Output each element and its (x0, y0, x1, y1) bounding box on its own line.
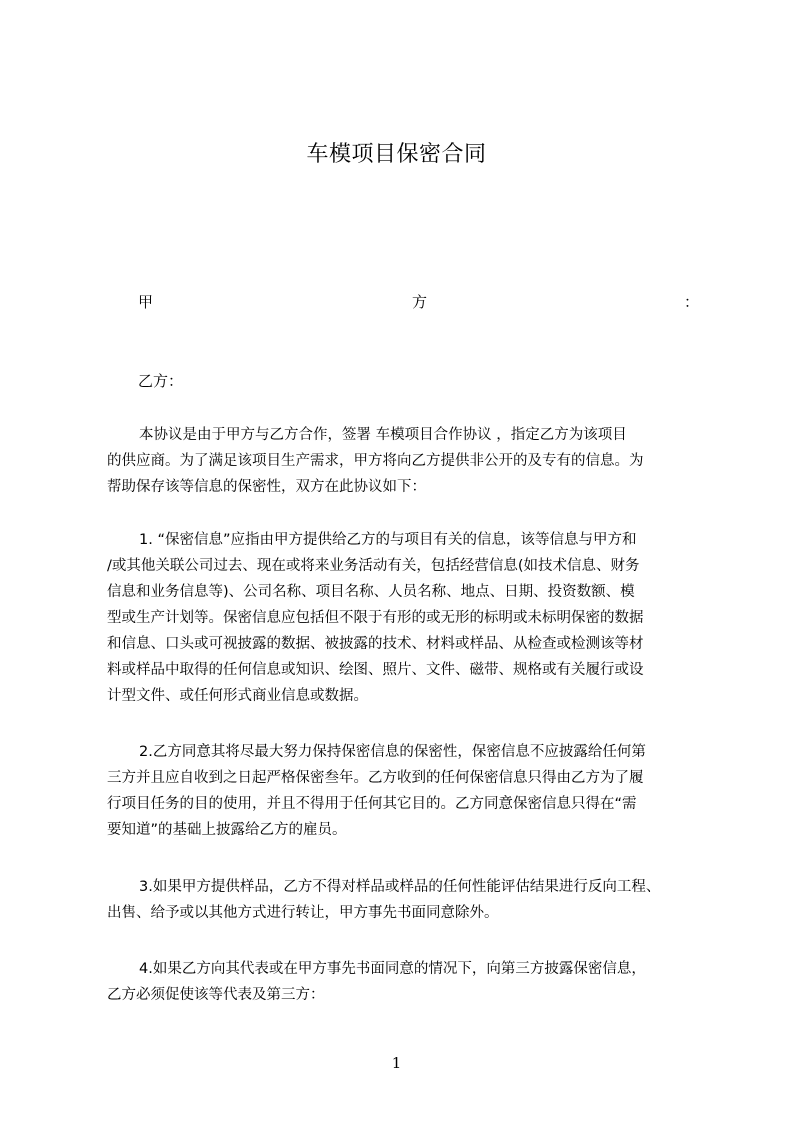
document-title: 车模项目保密合同 (306, 142, 487, 167)
paragraph-line: 要知道”的基础上披露给乙方的雇员。 (107, 822, 347, 838)
party-a-colon: ： (684, 293, 700, 311)
paragraph-line: 信息和业务信息等)、公司名称、项目名称、人员名称、地点、日期、投资数额、模 (107, 584, 635, 600)
page-number: 1 (391, 1054, 402, 1072)
clause-2-paragraph (107, 739, 699, 843)
paragraph-line: 料或样品中取得的任何信息或知识、绘图、照片、文件、磁带、规格或有关履行或设 (107, 662, 644, 678)
paragraph-line: 2.乙方同意其将尽最大努力保持保密信息的保密性，保密信息不应披露给任何第 (139, 744, 646, 760)
paragraph-line: 型或生产计划等。保密信息应包括但不限于有形的或无形的标明或未标明保密的数据 (107, 610, 644, 626)
paragraph-line: 的供应商。为了满足该项目生产需求，甲方将向乙方提供非公开的及专有的信息。为 (107, 453, 644, 469)
paragraph-line: /或其他关联公司过去、现在或将来业务活动有关，包括经营信息(如技术信息、财务 (107, 558, 640, 574)
paragraph-line: 计型文件、或任何形式商业信息或数据。 (107, 688, 368, 704)
paragraph-line: 行项目任务的目的使用，并且不得用于任何其它目的。乙方同意保密信息只得在“需 (107, 796, 637, 812)
clause-4-paragraph (107, 956, 699, 1008)
paragraph-line: 和信息、口头或可视披露的数据、被披露的技术、材料或样品、从检查或检测该等材 (107, 636, 644, 652)
paragraph-line: 三方并且应自收到之日起严格保密叁年。乙方收到的任何保密信息只得由乙方为了履 (107, 770, 644, 786)
party-a-char-2: 方 (412, 293, 428, 311)
paragraph-line: 出售、给予或以其他方式进行转让，甲方事先书面同意除外。 (107, 905, 499, 921)
clause-1-paragraph (107, 527, 699, 709)
paragraph-line: 1. “保密信息”应指由甲方提供给乙方的与项目有关的信息，该等信息与甲方和 (139, 532, 637, 548)
intro-paragraph (107, 422, 699, 500)
clause-3-paragraph (107, 874, 699, 926)
paragraph-line: 帮助保存该等信息的保密性，双方在此协议如下： (107, 479, 426, 495)
party-a-line (138, 289, 698, 315)
paragraph-line: 3.如果甲方提供样品，乙方不得对样品或样品的任何性能评估结果进行反向工程、 (139, 879, 661, 895)
paragraph-line: 4.如果乙方向其代表或在甲方事先书面同意的情况下，向第三方披露保密信息， (139, 961, 646, 977)
party-a-char-1: 甲 (138, 293, 154, 311)
paragraph-line: 本协议是由于甲方与乙方合作，签署 车模项目合作协议 ，指定乙方为该项目 (139, 427, 627, 443)
party-b-line: 乙方： (138, 372, 184, 390)
paragraph-line: 乙方必须促使该等代表及第三方： (107, 987, 325, 1003)
